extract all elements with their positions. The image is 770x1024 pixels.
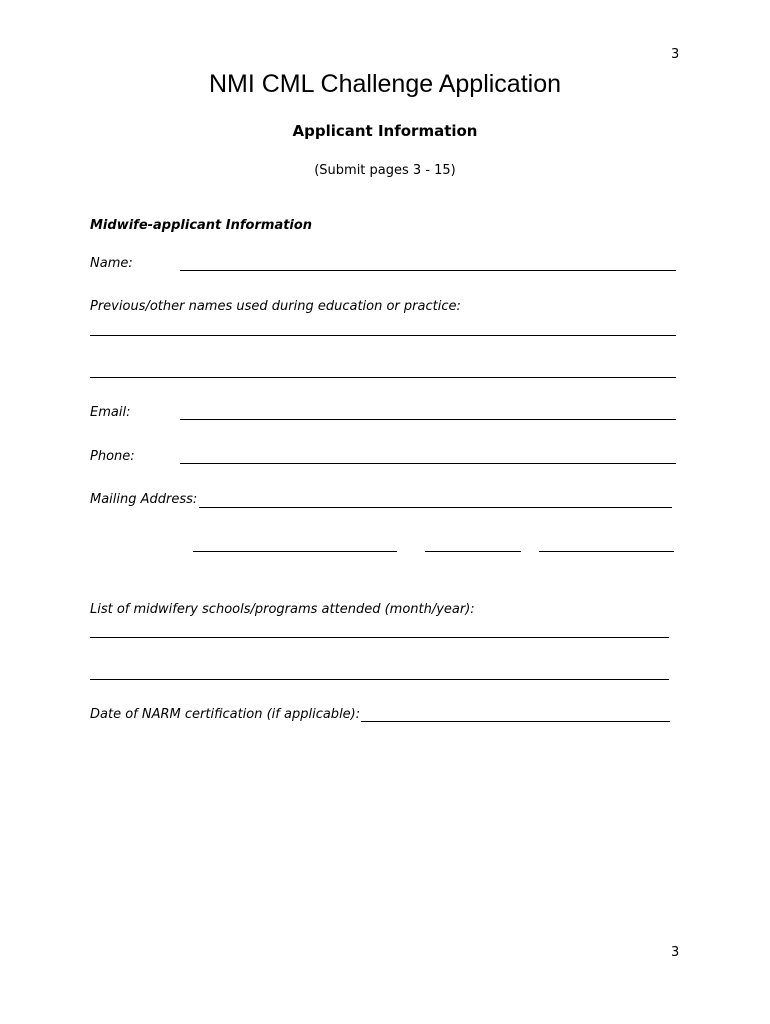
name-field[interactable] xyxy=(180,270,676,271)
mailing-address-state-field[interactable] xyxy=(425,551,521,552)
page-number-top: 3 xyxy=(671,47,680,62)
schools-label: List of midwifery schools/programs attended (month/year): xyxy=(90,602,475,617)
schools-field-1[interactable] xyxy=(90,637,669,638)
submit-note: (Submit pages 3 - 15) xyxy=(314,163,456,178)
schools-field-2[interactable] xyxy=(90,679,669,680)
section-subtitle: Applicant Information xyxy=(292,122,478,140)
mailing-address-street-field[interactable] xyxy=(199,507,672,508)
email-label: Email: xyxy=(90,405,131,420)
mailing-address-label: Mailing Address: xyxy=(90,492,198,507)
page-number-bottom: 3 xyxy=(671,945,680,960)
phone-field[interactable] xyxy=(180,463,676,464)
narm-date-label: Date of NARM certification (if applicable): xyxy=(90,707,361,722)
previous-names-label: Previous/other names used during education or practice: xyxy=(90,299,461,314)
phone-label: Phone: xyxy=(90,449,135,464)
section-heading: Midwife-applicant Information xyxy=(90,218,313,233)
previous-names-field-2[interactable] xyxy=(90,377,676,378)
mailing-address-zip-field[interactable] xyxy=(539,551,674,552)
document-title: NMI CML Challenge Application xyxy=(208,70,562,98)
name-label: Name: xyxy=(90,256,133,271)
email-field[interactable] xyxy=(180,419,676,420)
narm-date-field[interactable] xyxy=(361,721,670,722)
mailing-address-city-field[interactable] xyxy=(193,551,397,552)
previous-names-field-1[interactable] xyxy=(90,335,676,336)
